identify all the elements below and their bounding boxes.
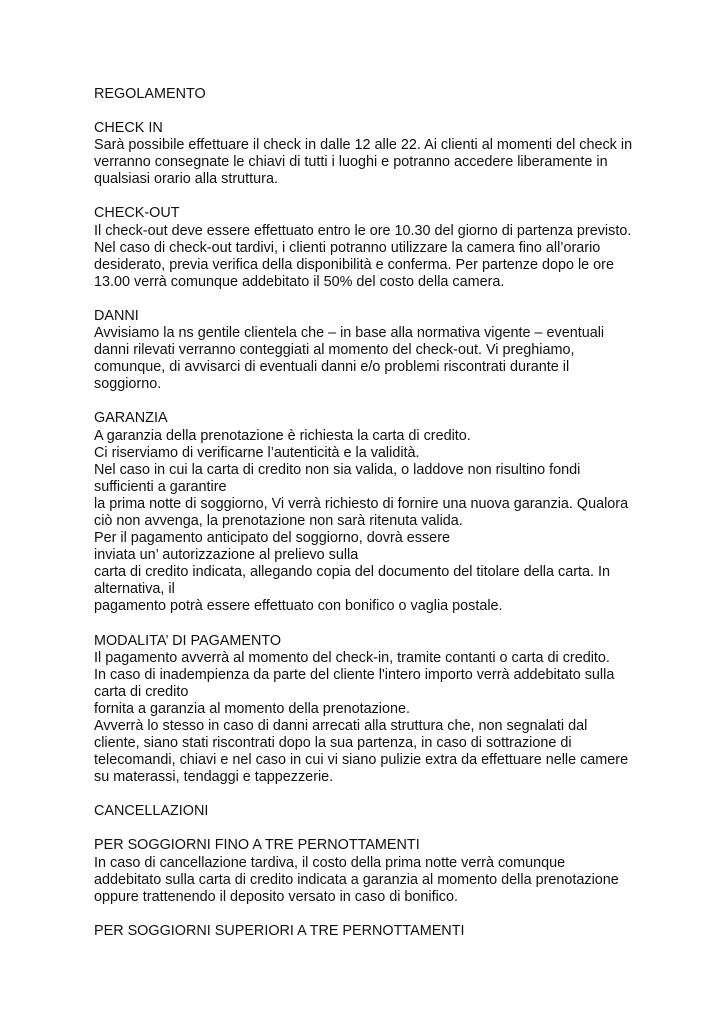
section-heading: CHECK-OUT — [94, 205, 180, 222]
paragraph-line: su materassi, tendaggi e tappezzerie. — [94, 769, 334, 786]
section-heading: GARANZIA — [94, 410, 168, 427]
section-danni — [94, 308, 639, 393]
section-soggiorni-superiori-tre — [94, 923, 639, 940]
section-check-in — [94, 120, 639, 188]
document-title: REGOLAMENTO — [94, 86, 206, 102]
paragraph-line: A garanzia della prenotazione è richiesta la carta di credito. — [94, 427, 471, 444]
paragraph-line: carta di credito indicata, allegando copia del documento del titolare della carta. In — [94, 564, 610, 581]
paragraph-line: oppure trattenendo il deposito versato in caso di bonifico. — [94, 888, 458, 905]
paragraph-line: ciò non avvenga, la prenotazione non sarà ritenuta valida. — [94, 512, 463, 529]
paragraph-line: danni rilevati verranno conteggiati al momento del check-out. Vi preghiamo, — [94, 342, 575, 359]
section-garanzia — [94, 410, 639, 615]
paragraph-line: telecomandi, chiavi e nel caso in cui vi siano pulizie extra da effettuare nelle camere — [94, 752, 629, 769]
paragraph-line: soggiorno. — [94, 376, 162, 393]
section-heading: CHECK IN — [94, 120, 163, 137]
paragraph-line: carta di credito — [94, 683, 189, 700]
section-heading: PER SOGGIORNI FINO A TRE PERNOTTAMENTI — [94, 837, 420, 854]
paragraph-line: cliente, siano stati riscontrati dopo la sua partenza, in caso di sottrazione di — [94, 735, 572, 752]
paragraph-line: verranno consegnate le chiavi di tutti i luoghi e potranno accedere liberamente in — [94, 154, 608, 171]
document-page — [94, 86, 639, 940]
paragraph-line: la prima notte di soggiorno, Vi verrà richiesto di fornire una nuova garanzia. Qualora — [94, 495, 629, 512]
paragraph-line: Ci riserviamo di verificarne l’autenticità e la validità. — [94, 444, 420, 461]
paragraph-line: Nel caso in cui la carta di credito non sia valida, o laddove non risultino fondi — [94, 461, 581, 478]
section-modalita-di-pagamento — [94, 633, 639, 787]
section-check-out — [94, 205, 639, 290]
paragraph-line: Avvisiamo la ns gentile clientela che – in base alla normativa vigente – eventuali — [94, 325, 605, 342]
paragraph-line: Nel caso di check-out tardivi, i clienti potranno utilizzare la camera fino all’orario — [94, 239, 601, 256]
paragraph-line: In caso di cancellazione tardiva, il costo della prima notte verrà comunque — [94, 854, 566, 871]
paragraph-line: In caso di inadempienza da parte del cliente l'intero importo verrà addebitato sulla — [94, 666, 615, 683]
paragraph-line: Avverrà lo stesso in caso di danni arrecati alla struttura che, non segnalati dal — [94, 718, 588, 734]
paragraph-line: alternativa, il — [94, 581, 175, 598]
section-heading: CANCELLAZIONI — [94, 803, 209, 820]
paragraph-line: comunque, di avvisarci di eventuali danni e/o problemi riscontrati durante il — [94, 359, 570, 376]
paragraph-line: inviata un’ autorizzazione al prelievo sulla — [94, 547, 359, 564]
paragraph-line: Il pagamento avverrà al momento del check-in, tramite contanti o carta di credito. — [94, 649, 610, 666]
paragraph-line: Il check-out deve essere effettuato entro le ore 10.30 del giorno di partenza previsto. — [94, 222, 632, 239]
paragraph-line: qualsiasi orario alla struttura. — [94, 171, 278, 188]
paragraph-line: Sarà possibile effettuare il check in dalle 12 alle 22. Ai clienti al momenti del check in — [94, 137, 633, 154]
section-heading: MODALITA’ DI PAGAMENTO — [94, 632, 282, 649]
section-heading: DANNI — [94, 307, 139, 324]
paragraph-line: 13.00 verrà comunque addebitato il 50% del costo della camera. — [94, 273, 505, 290]
section-soggiorni-fino-tre — [94, 837, 639, 905]
section-heading: PER SOGGIORNI SUPERIORI A TRE PERNOTTAMENTI — [94, 922, 465, 939]
section-cancellazioni — [94, 803, 639, 820]
paragraph-line: pagamento potrà essere effettuato con bonifico o vaglia postale. — [94, 598, 503, 615]
paragraph-line: Per il pagamento anticipato del soggiorno, dovrà essere — [94, 530, 450, 547]
paragraph-line: sufficienti a garantire — [94, 478, 227, 495]
paragraph-line: addebitato sulla carta di credito indicata a garanzia al momento della prenotazione — [94, 871, 619, 888]
paragraph-line: desiderato, previa verifica della disponibilità e conferma. Per partenze dopo le ore — [94, 256, 614, 273]
paragraph-line: fornita a garanzia al momento della prenotazione. — [94, 700, 410, 717]
